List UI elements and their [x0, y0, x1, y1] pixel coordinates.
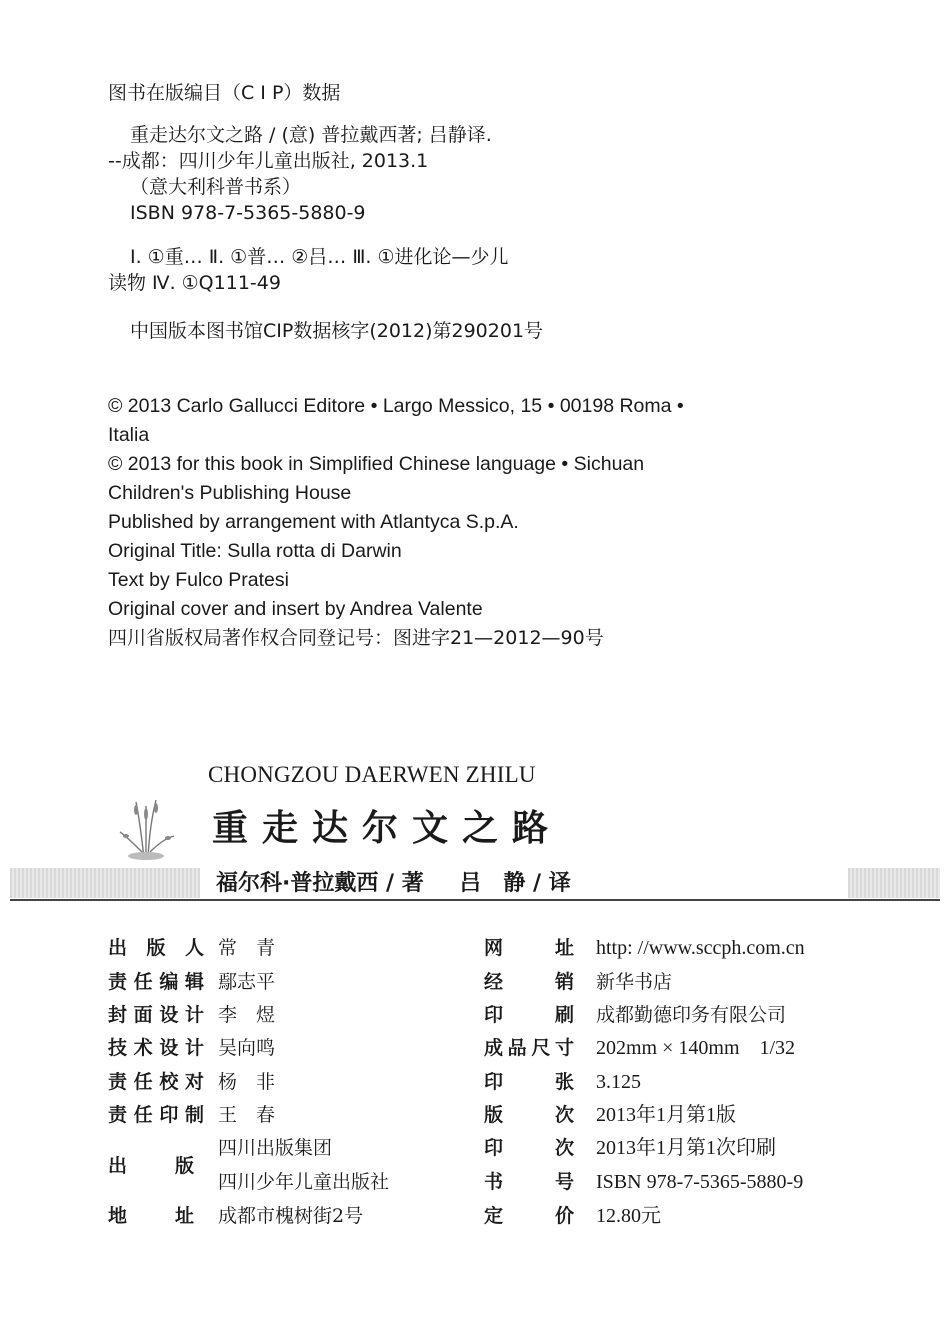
- info-row: [108, 1103, 276, 1127]
- decorative-band-right: [848, 868, 940, 898]
- info-label: 印刷: [484, 1004, 574, 1026]
- info-value: 四川少年儿童出版社: [218, 1171, 390, 1193]
- info-row: [484, 1204, 661, 1228]
- info-value: 新华书店: [596, 971, 673, 993]
- info-label: 技术设计: [108, 1037, 204, 1059]
- info-row: [484, 1036, 796, 1060]
- author-line: [216, 866, 581, 897]
- latin-title: CHONGZOU DAERWEN ZHILU: [208, 762, 536, 787]
- copyright-line: Text by Fulco Pratesi: [108, 569, 289, 591]
- info-row: [108, 970, 276, 994]
- divider: [10, 899, 940, 901]
- info-row: [484, 1136, 776, 1160]
- info-row: [108, 1070, 276, 1094]
- info-label: 责任校对: [108, 1071, 204, 1093]
- info-row: [108, 1204, 364, 1228]
- info-row: [108, 1003, 276, 1027]
- info-value: 2013年1月第1次印刷: [596, 1137, 776, 1159]
- copyright-block: [108, 392, 684, 653]
- info-row-publisher: [108, 1154, 194, 1178]
- copyright-line: © 2013 Carlo Gallucci Editore • Largo Messico, 15 • 00198 Roma •: [108, 395, 684, 417]
- info-row: [484, 970, 673, 994]
- copyright-line: © 2013 for this book in Simplified Chinese language • Sichuan: [108, 453, 645, 475]
- info-value: 12.80元: [596, 1205, 661, 1227]
- info-value: 杨 非: [218, 1071, 276, 1093]
- info-value: 成都勤德印务有限公司: [596, 1004, 787, 1026]
- cip-block: [108, 80, 543, 344]
- cip-line: （意大利科普书系）: [130, 176, 302, 198]
- copyright-line: Children's Publishing House: [108, 482, 352, 504]
- info-label: 地址: [108, 1205, 194, 1227]
- info-row: [484, 1070, 641, 1094]
- chinese-title: 重走达尔文之路: [212, 808, 563, 849]
- info-value: 202mm × 140mm 1/32: [596, 1037, 796, 1059]
- translator: 吕 静 / 译: [459, 871, 571, 896]
- info-label: 定价: [484, 1205, 574, 1227]
- copyright-line: Published by arrangement with Atlantyca S.p.A.: [108, 511, 519, 533]
- info-label: 网址: [484, 937, 574, 959]
- info-label: 责任编辑: [108, 971, 204, 993]
- info-label: 印张: [484, 1071, 574, 1093]
- author: 福尔科·普拉戴西 / 著: [216, 871, 424, 896]
- info-row: [484, 1003, 787, 1027]
- info-value: 鄢志平: [218, 971, 276, 993]
- info-value: 四川出版集团: [218, 1137, 333, 1159]
- info-value: http: //www.sccph.com.cn: [596, 937, 805, 959]
- cip-line: --成都：四川少年儿童出版社, 2013.1: [108, 150, 429, 172]
- copyright-line: Original Title: Sulla rotta di Darwin: [108, 540, 402, 562]
- cip-class-line: 读物 Ⅳ. ①Q111-49: [108, 272, 281, 294]
- info-label: 出版人: [108, 937, 204, 959]
- info-row: [484, 1103, 736, 1127]
- info-label: 版次: [484, 1104, 574, 1126]
- info-label: 出版: [108, 1155, 194, 1177]
- info-value: 李 煜: [218, 1004, 276, 1026]
- info-label: 责任印制: [108, 1104, 204, 1126]
- info-value: 2013年1月第1版: [596, 1104, 736, 1126]
- info-value: 吴向鸣: [218, 1037, 276, 1059]
- cip-line: 重走达尔文之路 / (意) 普拉戴西著; 吕静译.: [130, 124, 492, 146]
- info-row: [484, 936, 805, 960]
- cip-heading: 图书在版编目（C I P）数据: [108, 82, 341, 104]
- info-value: 常 青: [218, 937, 276, 959]
- info-row: [108, 1036, 276, 1060]
- cip-class-line: Ⅰ. ①重… Ⅱ. ①普… ②吕… Ⅲ. ①进化论—少儿: [130, 246, 509, 268]
- info-label: 印次: [484, 1137, 574, 1159]
- info-value: 成都市槐树街2号: [218, 1205, 364, 1227]
- plant-icon: [112, 792, 182, 862]
- cip-line: ISBN 978-7-5365-5880-9: [130, 202, 366, 224]
- info-label: 封面设计: [108, 1004, 204, 1026]
- copyright-line: Italia: [108, 424, 150, 446]
- info-value: 3.125: [596, 1071, 641, 1093]
- copyright-line: Original cover and insert by Andrea Valente: [108, 598, 483, 620]
- copyright-registration: 四川省版权局著作权合同登记号：图进字21—2012—90号: [108, 627, 604, 649]
- decorative-band-left: [10, 868, 200, 898]
- info-row: [108, 936, 276, 960]
- info-value: ISBN 978-7-5365-5880-9: [596, 1171, 804, 1193]
- info-label: 经销: [484, 971, 574, 993]
- info-value: 王 春: [218, 1104, 276, 1126]
- cip-number: 中国版本图书馆CIP数据核字(2012)第290201号: [130, 320, 544, 342]
- info-label: 书号: [484, 1171, 574, 1193]
- info-label: 成品尺寸: [484, 1037, 574, 1059]
- info-row: [484, 1170, 804, 1194]
